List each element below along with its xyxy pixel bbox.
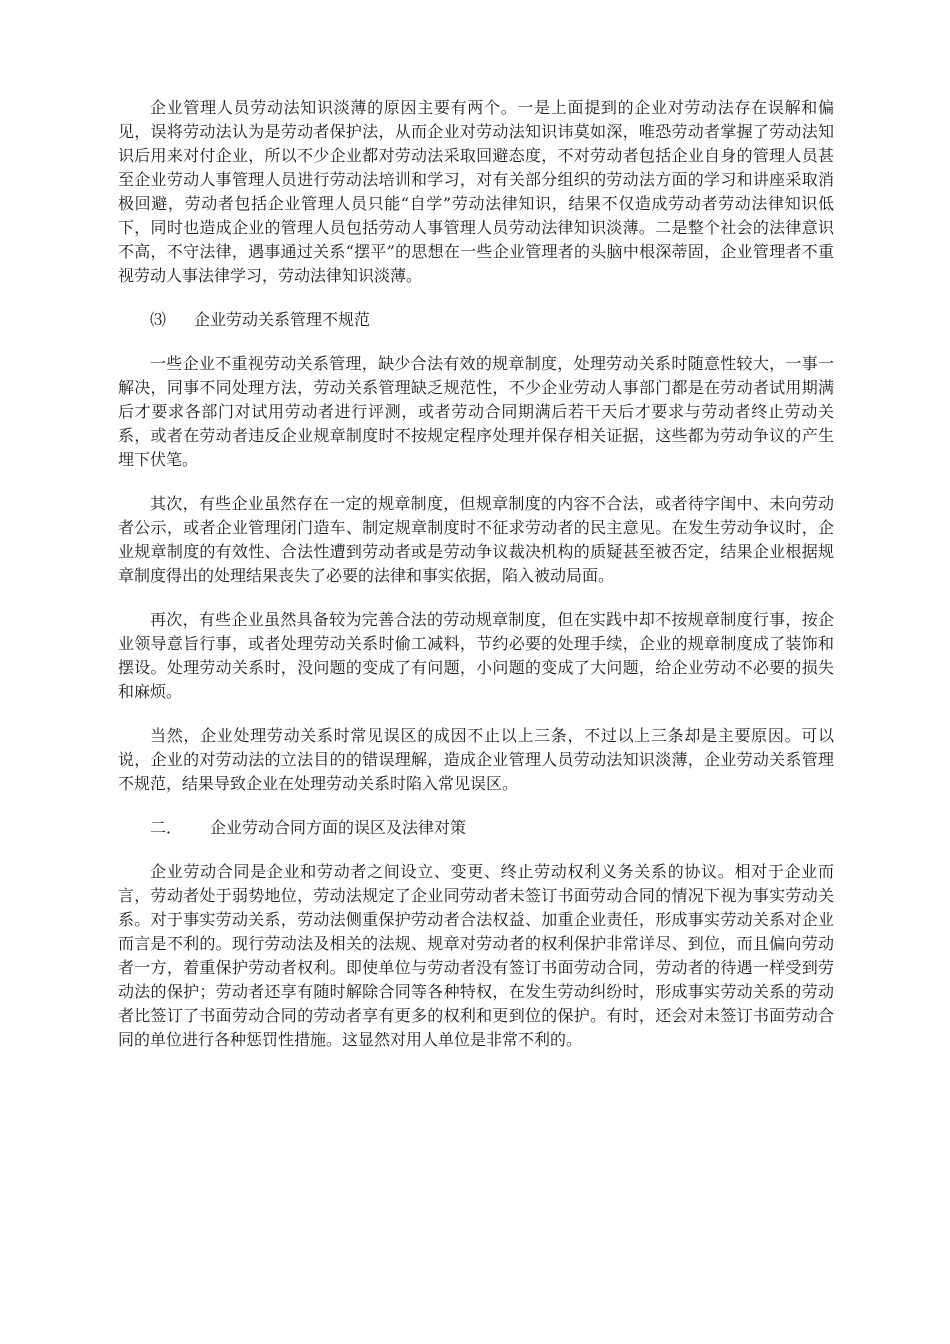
- section-heading-relation-management: [118, 308, 834, 332]
- heading-number: ⑶: [150, 310, 167, 329]
- paragraph-knowledge-causes: 企业管理人员劳动法知识淡薄的原因主要有两个。一是上面提到的企业对劳动法存在误解和偏见，误将劳动法认为是劳动者保护法，从而企业对劳动法知识讳莫如深，唯恐劳动者掌握了劳动法知识后用来对付企业，所以不少企业都对劳动法采取回避态度，不对劳动者包括企业自身的管理人员甚至企业劳动人事管理人员进行劳动法培训和学习，对有关部分组织的劳动法方面的学习和讲座采取消极回避，劳动者包括企业管理人员只能“自学”劳动法律知识，结果不仅造成劳动者劳动法律知识低下，同时也造成企业的管理人员包括劳动人事管理人员劳动法律知识淡薄。二是整个社会的法律意识不高，不守法律，遇事通过关系“摆平”的思想在一些企业管理者的头脑中根深蒂固，企业管理者不重视劳动人事法律学习，劳动法律知识淡薄。: [118, 98, 834, 285]
- heading-text: 企业劳动关系管理不规范: [194, 310, 371, 329]
- paragraph-labor-contract: 企业劳动合同是企业和劳动者之间设立、变更、终止劳动权利义务关系的协议。相对于企业而言，劳动者处于弱势地位，劳动法规定了企业同劳动者未签订书面劳动合同的情况下视为事实劳动关系。对于事实劳动关系，劳动法侧重保护劳动者合法权益、加重企业责任，形成事实劳动关系对企业而言是不利的。现行劳动法及相关的法规、规章对劳动者的权利保护非常详尽、到位，而且偏向劳动者一方，着重保护劳动者权利。即使单位与劳动者没有签订书面劳动合同，劳动者的待遇一样受到劳动法的保护；劳动者还享有随时解除合同等各种特权，在发生劳动纠纷时，形成事实劳动关系的劳动者比签订了书面劳动合同的劳动者享有更多的权利和更到位的保护。有时，还会对未签订书面劳动合同的单位进行各种惩罚性措施。这显然对用人单位是非常不利的。: [118, 862, 834, 1049]
- paragraph-summary: 当然，企业处理劳动关系时常见误区的成因不止以上三条，不过以上三条却是主要原因。可以说，企业的对劳动法的立法目的的错误理解，造成企业管理人员劳动法知识淡薄，企业劳动关系管理不规范，结果导致企业在处理劳动关系时陷入常见误区。: [118, 726, 834, 793]
- heading-text: 企业劳动合同方面的误区及法律对策: [210, 818, 467, 837]
- paragraph-rules-not-followed: 再次，有些企业虽然具备较为完善合法的劳动规章制度，但在实践中却不按规章制度行事，按企业领导意旨行事，或者处理劳动关系时偷工减料，节约必要的处理手续，企业的规章制度成了装饰和摆设。处理劳动关系时，没问题的变成了有问题，小问题的变成了大问题，给企业劳动不必要的损失和麻烦。: [118, 610, 834, 701]
- heading-number: 二．: [150, 818, 183, 837]
- paragraph-no-rules: 一些企业不重视劳动关系管理，缺少合法有效的规章制度，处理劳动关系时随意性较大，一事一解决，同事不同处理方法，劳动关系管理缺乏规范性，不少企业劳动人事部门都是在劳动者试用期满后才要求各部门对试用劳动者进行评测，或者劳动合同期满后若干天后才要求与劳动者终止劳动关系，或者在劳动者违反企业规章制度时不按规定程序处理并保存相关证据，这些都为劳动争议的产生埋下伏笔。: [118, 354, 834, 469]
- section-heading-labor-contract: [118, 816, 834, 840]
- document-page: [118, 96, 834, 1072]
- paragraph-illegal-rules: 其次，有些企业虽然存在一定的规章制度，但规章制度的内容不合法，或者待字闺中、未向劳动者公示，或者企业管理闭门造车、制定规章制度时不征求劳动者的民主意见。在发生劳动争议时，企业规章制度的有效性、合法性遭到劳动者或是劳动争议裁决机构的质疑甚至被否定，结果企业根据规章制度得出的处理结果丧失了必要的法律和事实依据，陷入被动局面。: [118, 494, 834, 585]
